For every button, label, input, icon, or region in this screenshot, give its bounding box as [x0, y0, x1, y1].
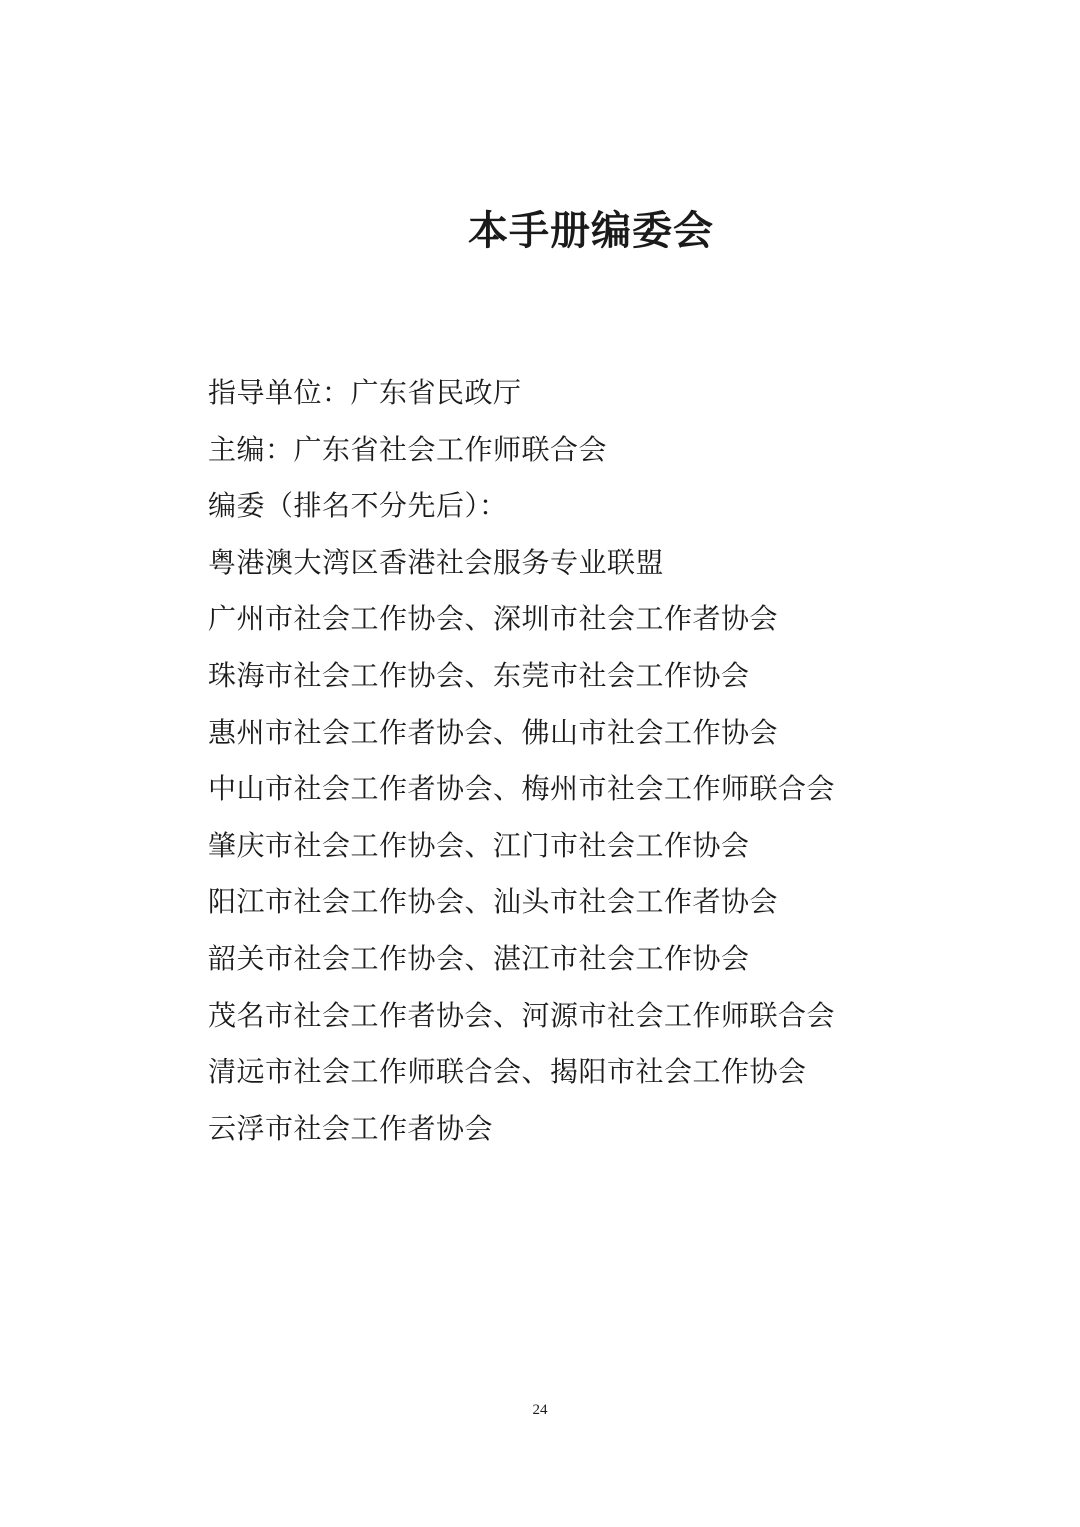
committee-content — [208, 365, 1028, 1157]
guidance-unit: 指导单位：广东省民政厅 — [208, 376, 522, 409]
member-line: 清远市社会工作师联合会、揭阳市社会工作协会 — [208, 1055, 807, 1089]
member-line: 粤港澳大湾区香港社会服务专业联盟 — [208, 545, 665, 579]
member-line: 云浮市社会工作者协会 — [208, 1111, 494, 1145]
member-line: 珠海市社会工作协会、东莞市社会工作协会 — [208, 658, 750, 692]
member-line: 肇庆市社会工作协会、江门市社会工作协会 — [208, 828, 750, 862]
member-line: 中山市社会工作者协会、梅州市社会工作师联合会 — [208, 772, 836, 806]
page-title: 本手册编委会 — [468, 208, 714, 254]
member-line: 广州市社会工作协会、深圳市社会工作者协会 — [208, 602, 779, 636]
committee-heading: 编委（排名不分先后）： — [208, 489, 508, 523]
member-line: 韶关市社会工作协会、湛江市社会工作协会 — [208, 941, 750, 975]
chief-editor: 主编：广东省社会工作师联合会 — [208, 432, 608, 466]
member-line: 阳江市社会工作协会、汕头市社会工作者协会 — [208, 885, 779, 919]
member-line: 茂名市社会工作者协会、河源市社会工作师联合会 — [208, 998, 836, 1032]
member-line: 惠州市社会工作者协会、佛山市社会工作协会 — [208, 715, 779, 749]
page-number: 24 — [532, 1402, 548, 1418]
